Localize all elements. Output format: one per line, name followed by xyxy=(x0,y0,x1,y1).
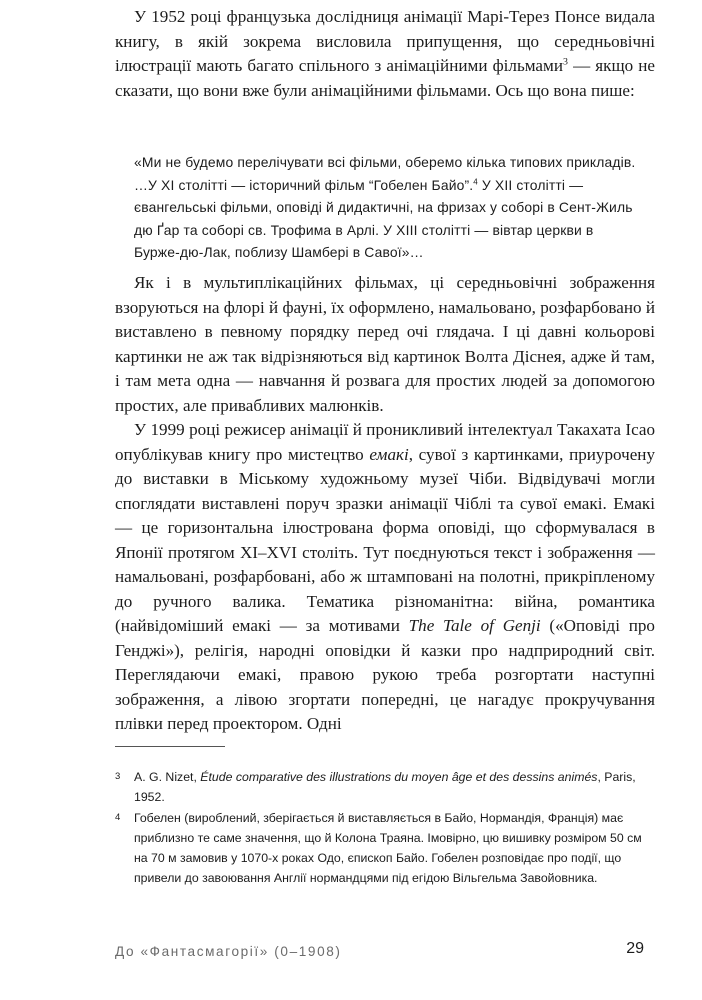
footnote-reference-4[interactable]: 4 xyxy=(473,176,478,186)
page-number: 29 xyxy=(626,940,644,957)
body-text-block xyxy=(115,271,655,737)
footnote-reference-3[interactable]: 3 xyxy=(563,56,568,68)
footnote-text xyxy=(134,767,655,807)
paragraph-text: У 1999 році режисер анімації й проникливий інтелектуал Такахата Ісао опублікував книгу про мистецтво xyxy=(115,420,655,464)
footnote-number: 3 xyxy=(115,771,121,782)
footnote-author: A. G. Nizet, xyxy=(134,770,201,784)
book-title: The Tale of Genji xyxy=(408,616,541,635)
paragraph-text: У 1952 році французька дослідниця анімації Марі-Терез Понсе видала книгу, в якій зокрема висловила припущення, що середньовічні ілюстрації мають багато спільного з анімаційними фільмами xyxy=(115,7,655,75)
body-paragraph-medieval: Як і в мультиплікаційних фільмах, ці середньовічні зображення взоруються на флорі й фауні, їх оформлено, намальовано, розфарбовано й виставлено в певному порядку перед очі глядача. І ці давні кольорові картинки не аж так відрізняються від картинок Волта Діснея, адже й там, і там мета одна — навчання й розвага для простих людей за допомогою простих, але привабливих малюнків. xyxy=(115,273,655,415)
paragraph-text: — якщо не сказати, що вони вже були анімаційними фільмами. Ось що вона пише: xyxy=(115,56,656,100)
footnote-4 xyxy=(115,808,655,888)
footnote-separator xyxy=(115,746,225,747)
quote-text: «Ми не будемо перелічувати всі фільми, оберемо кілька типових прикладів. …У XI столітті — історичний фільм “Гобелен Байо”. xyxy=(134,154,636,193)
footnote-book-title: Étude comparative des illustrations du moyen âge et des dessins animés xyxy=(200,770,598,784)
quote-text: У XII столітті — євангельські фільми, оповіді й дидактичні, на фризах у соборі в Сент-Жиль дю Ґар та соборі св. Трофима в Арлі. У XIII столітті — вівтар церкви в Бурже-дю-Лак, поблизу Шамбері в Савої»… xyxy=(134,176,633,260)
paragraph-text: («Оповіді про Генджі»), релігія, народні оповідки й казки про надприродний світ. Переглядаючи емакі, правою рукою треба розгортати наступні зображення, а лівою згортати попередні, це нагадує прокручування плівки перед проектором. Одні xyxy=(115,616,655,733)
running-head: До «Фантасмагорії» (0–1908) xyxy=(115,944,342,959)
footnote-number: 4 xyxy=(115,812,121,823)
body-paragraph-intro xyxy=(115,5,655,103)
paragraph-text: , сувої з картинками, приурочену до виставки в Міському художньому музеї Чіби. Відвідувачі могли споглядати виставлені поруч зразки анімації Чіблі та сувої емакі. Емакі — це горизонтальна ілюстрована форма оповіді, що сформувалася в Японії протягом XI–XVI століть. Тут поєднуються текст і зображення — намальовані, розфарбовані, або ж штамповані на полотні, прикріпленому до ручного валика. Тематика різноманітна: війна, романтика (найвідоміший емакі — за мотивами xyxy=(115,444,656,635)
footnote-text: Гобелен (вироблений, зберігається й виставляється в Байо, Нормандія, Франція) має приблизно те саме значення, що й Колона Траяна. Імовірно, цю вишивку розміром 50 см на 70 м замовив у 1070-х роках Одо, єпископ Байо. Гобелен розповідає про події, що привели до завоювання Англії нормандцями під егідою Вільгельма Завойовника. xyxy=(134,811,642,885)
footnote-publication: , Paris, 1952. xyxy=(134,770,636,804)
body-paragraph-emaki xyxy=(115,418,655,737)
footnote-3 xyxy=(115,767,655,807)
emphasis-term: емакі xyxy=(369,444,409,464)
block-quote xyxy=(134,151,636,264)
